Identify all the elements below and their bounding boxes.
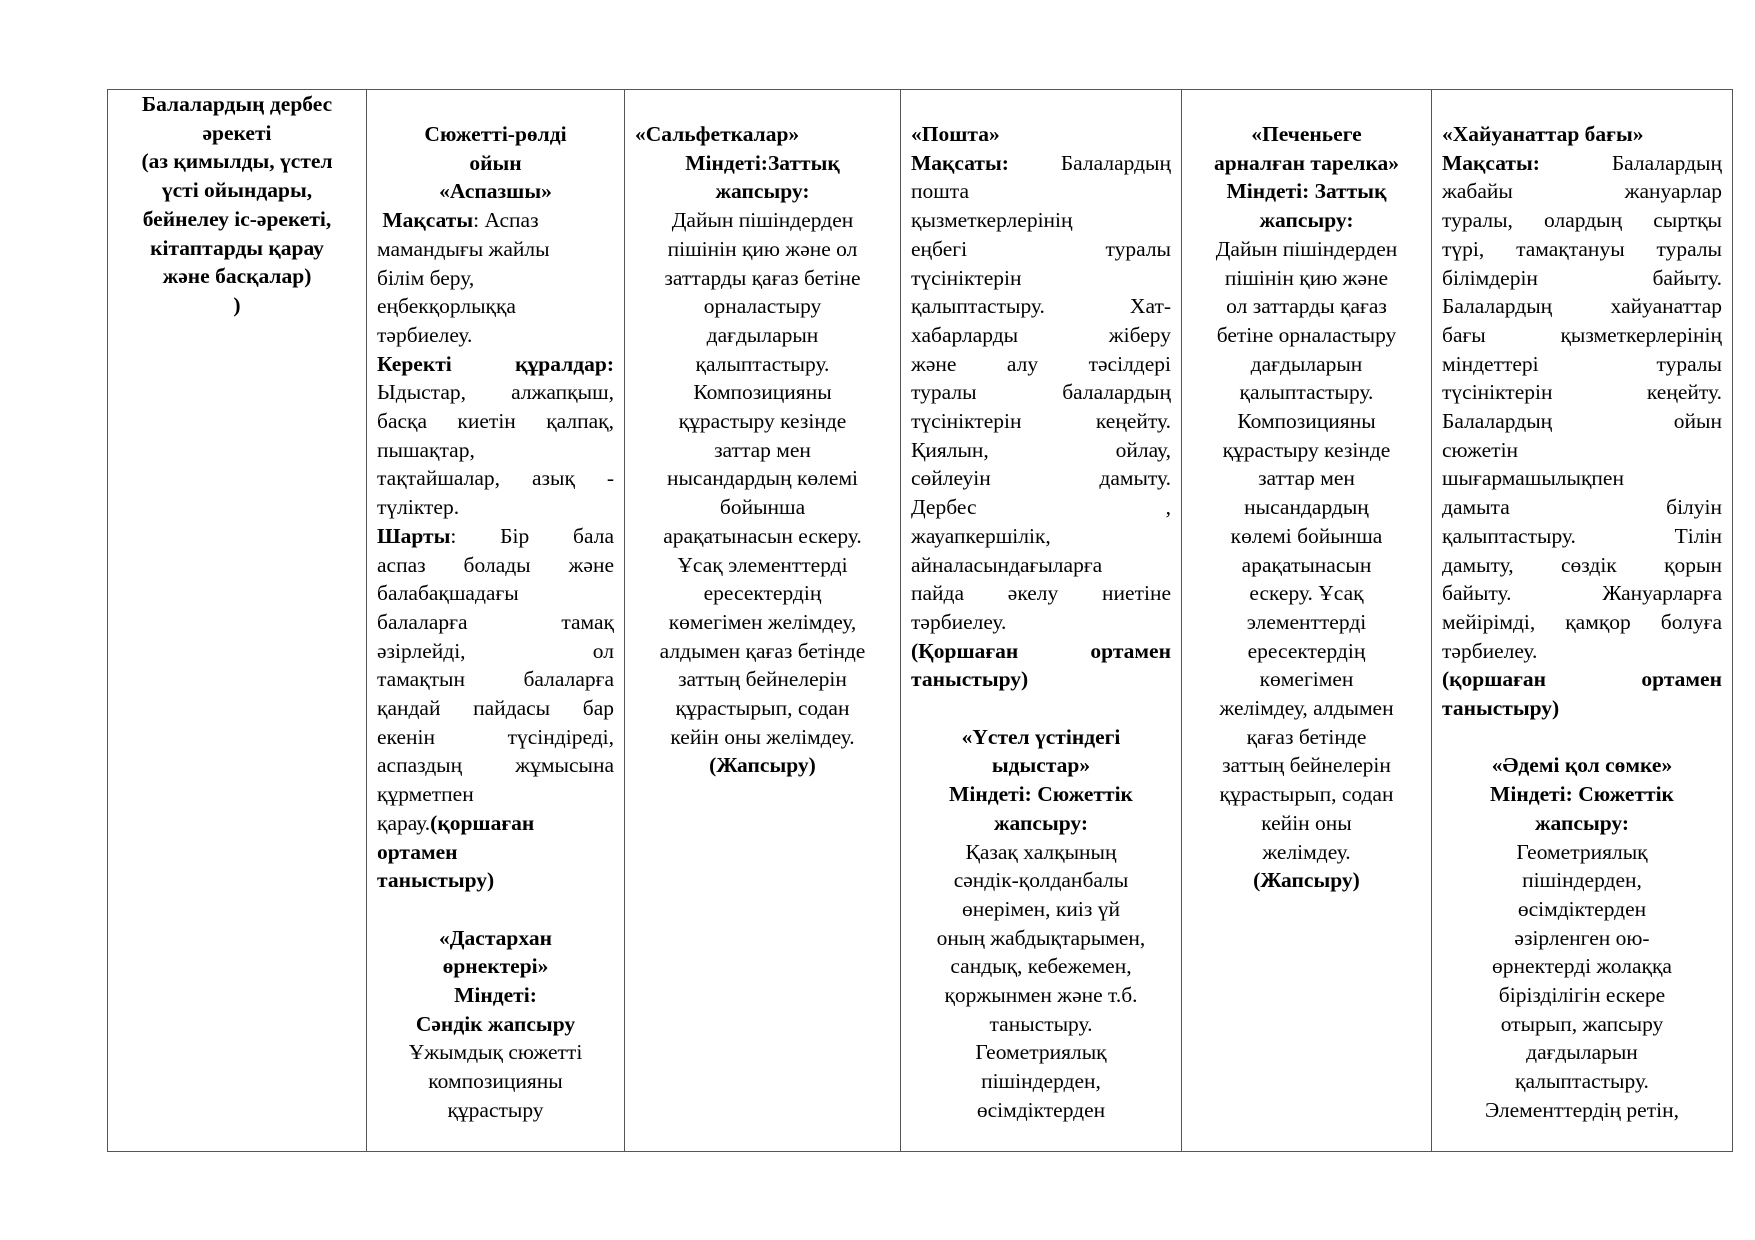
activity-title: өрнектері»: [442, 954, 549, 979]
goal-label: Мақсаты:: [911, 150, 1009, 175]
task-description: [1442, 838, 1722, 1125]
task-label: Міндеті:Заттық: [685, 150, 840, 175]
text-line: қалыптастыру.: [695, 351, 830, 376]
header-line: бейнелеу іс-әрекеті,: [142, 206, 332, 231]
task-description: [1192, 235, 1421, 866]
text-line: түліктер.: [377, 495, 460, 520]
text-line: сандық, кебежемен,: [950, 954, 1132, 979]
activity-title: «Печеньеге: [1251, 122, 1362, 146]
text-line: тәрбиелеу.: [377, 322, 473, 347]
text-line: ескеру. Ұсақ: [1249, 581, 1364, 606]
text-line: дағдыларын: [1526, 1040, 1638, 1065]
subject-tag: (қоршаған: [430, 810, 535, 835]
text-line: білім беру,: [377, 265, 475, 290]
text-line: пайда әкелу ниетіне: [911, 581, 1171, 606]
text-line: балаларға тамақ: [377, 609, 614, 634]
text-line: байыту. Жануарларға: [1442, 581, 1722, 606]
text-line: дағдыларын: [1250, 351, 1363, 376]
text-line: : Аспаз: [473, 208, 539, 233]
game-title: Сюжетті-рөлді: [424, 122, 567, 146]
text-line: Дербес ,: [911, 495, 1171, 520]
text-line: қандай пайдасы бар: [377, 696, 614, 721]
activity-title: ыдыстар»: [991, 753, 1091, 778]
text-line: қалыптастыру. Хат-: [911, 294, 1171, 319]
text-line: арақатынасын ескеру.: [663, 523, 862, 548]
text-line: қалыптастыру.: [1515, 1069, 1649, 1094]
text-line: композицияны: [428, 1069, 563, 1094]
text-line: қоржынмен және т.б.: [944, 983, 1138, 1008]
text-line: сәндік-қолданбалы: [953, 868, 1129, 893]
text-line: айналасындағыларға: [911, 552, 1103, 577]
text-line: желімдеу.: [1262, 839, 1351, 864]
text-line: қағаз бетінде: [1246, 724, 1367, 749]
text-line: тәрбиелеу.: [911, 609, 1007, 634]
text-line: заттар мен: [1258, 466, 1355, 491]
text-line: нысандардың: [1244, 495, 1369, 520]
text-line: мамандығы жайлы: [377, 236, 550, 261]
text-line: пышақтар,: [377, 437, 475, 462]
text-line: Балалардың: [1008, 150, 1171, 175]
rule-label: Шарты: [377, 523, 451, 548]
text-line: Дайын пішіндерден: [671, 208, 854, 233]
text-line: арақатынасын: [1241, 552, 1372, 577]
text-line: еңбегі туралы: [911, 236, 1171, 261]
task-label: Сәндік жапсыру: [415, 1011, 576, 1036]
row-header-cell: [108, 90, 367, 1152]
text-line: міндеттері туралы: [1442, 351, 1722, 376]
text-line: аспаз болады және: [377, 552, 614, 577]
text-line: шығармашылықпен: [1442, 466, 1624, 491]
monday-cell: [367, 90, 625, 1152]
text-line: сюжетін: [1442, 437, 1519, 462]
text-line: қалыптастыру. Тілін: [1442, 523, 1722, 548]
text-line: пішіндерден,: [981, 1069, 1101, 1094]
text-line: Балалардың хайуанаттар: [1442, 294, 1722, 319]
subject-tag: (Жапсыру): [709, 753, 816, 778]
text-line: өнерімен, киіз үй: [962, 896, 1120, 921]
text-line: әзірленген ою-: [1514, 925, 1650, 950]
text-line: жабайы жануарлар: [1442, 179, 1722, 204]
text-line: екенін түсіндіреді,: [377, 724, 614, 749]
text-line: дамыту, сөздік қорын: [1442, 552, 1722, 577]
text-line: : Бір бала: [450, 523, 614, 548]
text-line: кейін оны: [1261, 810, 1352, 835]
header-line: кітаптарды қарау: [150, 235, 324, 260]
text-line: желімдеу, алдымен: [1219, 696, 1394, 721]
activity-plan-table: [107, 89, 1733, 1152]
text-line: құрметпен: [377, 782, 474, 807]
activity-title: «Дастархан: [439, 925, 552, 950]
text-line: құрастыру: [447, 1097, 544, 1122]
text-line: түсініктерін кеңейту.: [911, 409, 1171, 434]
text-line: бойынша: [719, 495, 806, 520]
text-line: қалыптастыру.: [1239, 380, 1374, 405]
text-line: түсініктерін: [911, 265, 1022, 290]
text-line: элементтерді: [1246, 609, 1367, 634]
task-label: Міндеті:: [454, 983, 537, 1008]
subject-tag: таныстыру): [377, 868, 495, 893]
text-line: әзірлейді, ол: [377, 638, 614, 663]
header-line: әрекеті: [202, 120, 272, 145]
text-line: Геометриялық: [975, 1040, 1107, 1065]
text-line: көлемі бойынша: [1230, 523, 1383, 548]
text-line: және алу тәсілдері: [911, 351, 1171, 376]
thursday-cell: [1182, 90, 1432, 1152]
text-line: құрастырып, содан: [1219, 782, 1394, 807]
text-line: кейін оны желімдеу.: [670, 724, 855, 749]
text-line: көмегімен: [1259, 667, 1354, 692]
task-label: Міндеті: Заттық: [1226, 179, 1387, 204]
text-line: балабақшадағы: [377, 581, 519, 606]
game-title: «Хайуанаттар бағы»: [1442, 122, 1644, 146]
table-row: [108, 90, 1733, 1152]
text-line: өсімдіктерден: [1517, 896, 1647, 921]
tools-label: Керекті құралдар:: [377, 351, 614, 376]
header-line: үсті ойындары,: [161, 178, 313, 203]
task-description: [635, 206, 890, 751]
goal-label: Мақсаты:: [1442, 150, 1540, 175]
text-line: Балалардың ойын: [1442, 409, 1722, 434]
text-line: отырып, жапсыру: [1500, 1011, 1664, 1036]
activity-title: «Үстел үстіндегі: [961, 724, 1121, 749]
subject-tag: (қоршаған ортамен: [1442, 667, 1722, 692]
text-line: таныстыру.: [989, 1011, 1093, 1036]
text-line: пішінін қию және ол: [667, 236, 858, 261]
text-line: еңбекқорлыққа: [377, 294, 516, 319]
text-line: Геометриялық: [1516, 839, 1648, 864]
text-line: Қиялын, ойлау,: [911, 437, 1171, 462]
wednesday-cell: [901, 90, 1182, 1152]
text-line: Қазақ халқының: [965, 839, 1117, 864]
activity-title: «Әдемі қол сөмке»: [1491, 753, 1673, 778]
text-line: алдымен қағаз бетінде: [659, 638, 866, 663]
text-line: бағы қызметкерлерінің: [1442, 322, 1722, 347]
text-line: туралы балалардың: [911, 380, 1171, 405]
text-line: заттарды қағаз бетіне: [664, 265, 861, 290]
subject-tag: (Қоршаған ортамен: [911, 638, 1171, 663]
text-line: ол заттарды қағаз: [1226, 294, 1387, 319]
header-line: және басқалар): [162, 264, 312, 289]
text-line: өсімдіктерден: [976, 1097, 1106, 1122]
text-line: дамыта білуін: [1442, 495, 1722, 520]
text-line: түрі, тамақтануы туралы: [1442, 236, 1722, 261]
text-line: тәрбиелеу.: [1442, 638, 1538, 663]
text-line: пішінін қию және: [1224, 265, 1389, 290]
subject-tag: ортамен: [377, 839, 458, 864]
text-line: Дайын пішіндерден: [1215, 236, 1398, 261]
task-label: Міндеті: Сюжеттік: [949, 782, 1133, 807]
header-line: (аз қимылды, үстел: [141, 149, 333, 174]
text-line: пошта: [911, 179, 970, 204]
text-line: бетіне орналастыру: [1216, 322, 1397, 347]
text-line: туралы, олардың сыртқы: [1442, 208, 1722, 233]
text-line: тақтайшалар, азық -: [377, 466, 614, 491]
text-line: Ұсақ элементтерді: [677, 552, 848, 577]
text-line: пішіндерден,: [1522, 868, 1642, 893]
text-line: заттың бейнелерін: [678, 667, 847, 692]
text-line: ересектердің: [703, 581, 822, 606]
activity-title: «Сальфеткалар»: [635, 122, 800, 146]
text-line: құрастырып, содан: [675, 696, 850, 721]
text-line: Композицияны: [1237, 409, 1376, 434]
subject-tag: таныстыру): [1442, 696, 1560, 721]
text-line: Композицияны: [693, 380, 832, 405]
text-line: аспаздың жұмысына: [377, 753, 614, 778]
text-line: өрнектерді жолаққа: [1492, 954, 1672, 979]
text-line: хабарларды жіберу: [911, 322, 1171, 347]
text-line: орналастыру: [703, 294, 822, 319]
goal-label: Мақсаты: [382, 208, 474, 233]
text-line: Элементтердің ретін,: [1485, 1097, 1679, 1122]
text-line: тамақтын балаларға: [377, 667, 614, 692]
text-line: оның жабдықтарымен,: [936, 925, 1146, 950]
text-line: құрастыру кезінде: [1222, 437, 1391, 462]
text-line: Ыдыстар, алжапқыш,: [377, 380, 614, 405]
text-line: қарау.: [377, 810, 431, 835]
text-line: жауапкершілік,: [911, 523, 1051, 548]
text-line: білімдерін байыту.: [1442, 265, 1722, 290]
game-title: ойын: [469, 150, 522, 175]
text-line: бірізділігін ескере: [1498, 983, 1666, 1008]
task-label: жапсыру:: [1259, 208, 1354, 233]
task-label: жапсыру:: [1534, 810, 1630, 835]
text-line: Ұжымдық сюжетті: [408, 1040, 583, 1065]
text-line: қызметкерлерінің: [911, 208, 1073, 233]
task-label: жапсыру:: [993, 810, 1089, 835]
text-line: көмегімен желімдеу,: [668, 609, 857, 634]
tuesday-cell: [625, 90, 901, 1152]
text-line: басқа киетін қалпақ,: [377, 409, 614, 434]
task-label: Міндеті: Сюжеттік: [1490, 782, 1674, 807]
friday-cell: [1432, 90, 1733, 1152]
text-line: заттар мен: [714, 437, 811, 462]
text-line: ересектердің: [1247, 638, 1366, 663]
text-line: дағдыларын: [706, 322, 819, 347]
header-line: ): [233, 292, 241, 317]
task-label: жапсыру:: [715, 179, 810, 204]
subject-tag: (Жапсыру): [1253, 868, 1360, 893]
activity-title: арналған тарелка»: [1213, 150, 1400, 175]
text-line: нысандардың көлемі: [666, 466, 859, 491]
game-title: «Пошта»: [911, 122, 1000, 146]
game-title: «Аспазшы»: [439, 179, 552, 204]
text-line: Балалардың: [1539, 150, 1722, 175]
text-line: сөйлеуін дамыту.: [911, 466, 1171, 491]
text-line: мейірімді, қамқор болуға: [1442, 609, 1722, 634]
subject-tag: таныстыру): [911, 667, 1029, 692]
text-line: түсініктерін кеңейту.: [1442, 380, 1722, 405]
header-line: Балалардың дербес: [141, 92, 333, 116]
text-line: заттың бейнелерін: [1222, 753, 1391, 778]
task-description: [911, 838, 1171, 1125]
text-line: құрастыру кезінде: [678, 409, 847, 434]
